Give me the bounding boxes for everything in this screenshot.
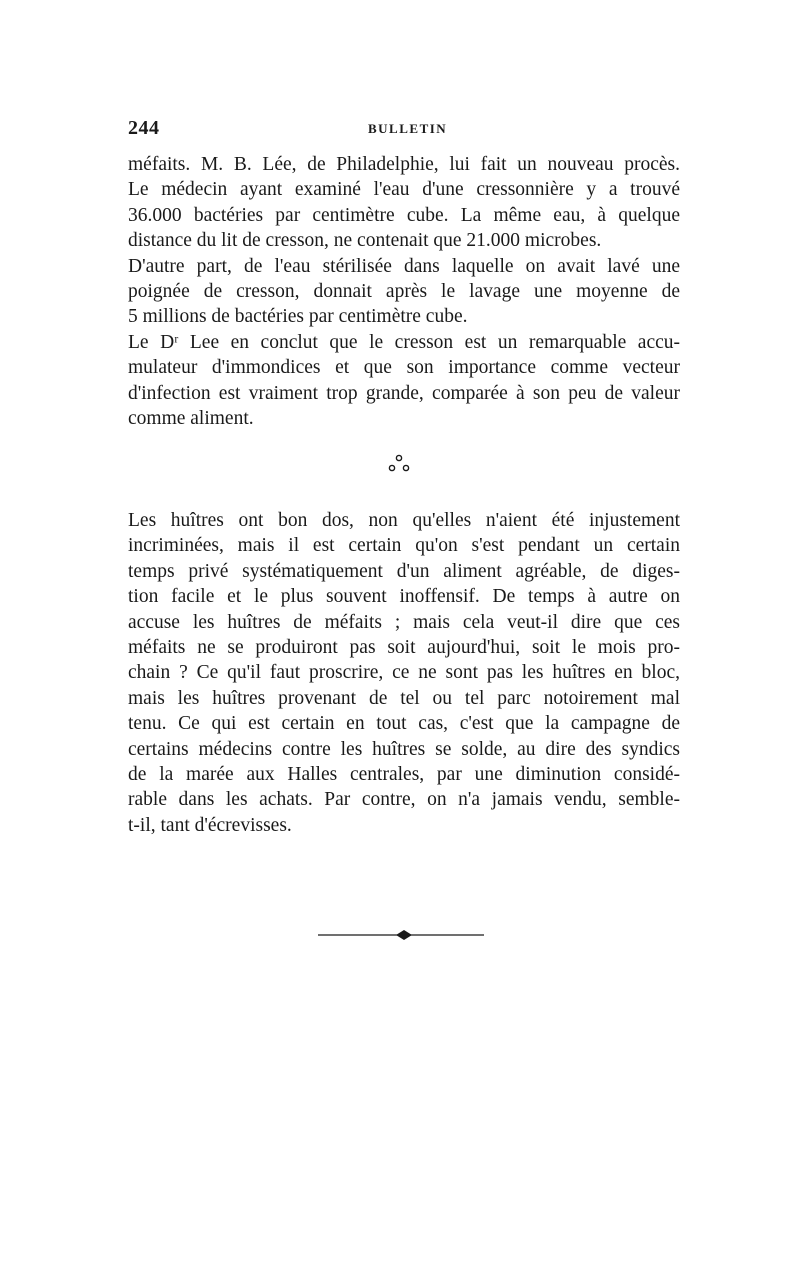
running-head: BULLETIN [368, 121, 448, 136]
text-line: de la marée aux Halles centrales, par une diminution considé- [128, 764, 680, 786]
text-line: temps privé systématiquement d'un aliment agréable, de diges- [128, 560, 680, 582]
text-line: mulateur d'immondices et que son importance comme vecteur [128, 357, 680, 379]
text-line: Le Dʳ Lee en conclut que le cresson est un remarquable accu- [128, 331, 680, 353]
asterism-dot [403, 465, 408, 470]
end-ornament [316, 928, 486, 942]
page-number: 244 [128, 117, 160, 139]
text-line: distance du lit de cresson, ne contenait que 21.000 microbes. [128, 230, 602, 252]
text-line: rable dans les achats. Par contre, on n'a jamais vendu, semble- [128, 789, 680, 811]
asterism-dot [396, 455, 401, 460]
text-line: 36.000 bactéries par centimètre cube. La même eau, à quelque [128, 204, 680, 226]
text-line: D'autre part, de l'eau stérilisée dans laquelle on avait lavé une [128, 255, 680, 277]
text-line: certains médecins contre les huîtres se solde, au dire des syndics [128, 738, 680, 760]
text-line: poignée de cresson, donnait après le lavage une moyenne de [128, 281, 680, 303]
asterism-dot [389, 465, 394, 470]
text-line: d'infection est vraiment trop grande, comparée à son peu de valeur [128, 382, 680, 404]
ornament-diamond [396, 930, 412, 940]
paragraph [128, 254, 680, 330]
text-line: méfaits ne se produiront pas soit aujourd'hui, soit le mois pro- [128, 637, 680, 659]
text-line: 5 millions de bactéries par centimètre cube. [128, 306, 468, 328]
text-line: tenu. Ce qui est certain en tout cas, c'est que la campagne de [128, 713, 680, 735]
text-line: Le médecin ayant examiné l'eau d'une cressonnière y a trouvé [128, 179, 680, 201]
page-header [128, 117, 676, 147]
text-line: tion facile et le plus souvent inoffensif. De temps à autre on [128, 586, 680, 608]
section-cresson [128, 152, 680, 431]
text-line: accuse les huîtres de méfaits ; mais cela veut-il dire que ces [128, 611, 680, 633]
paragraph [128, 152, 680, 254]
text-line: comme aliment. [128, 408, 254, 430]
paragraph [128, 330, 680, 432]
text-line: Les huîtres ont bon dos, non qu'elles n'aient été injustement [128, 510, 680, 531]
text-line: incriminées, mais il est certain qu'on s'est pendant un certain [128, 535, 680, 557]
asterism-ornament [384, 452, 414, 476]
text-line: chain ? Ce qu'il faut proscrire, ce ne sont pas les huîtres en bloc, [128, 662, 680, 684]
section-huitres [128, 508, 680, 838]
text-line: mais les huîtres provenant de tel ou tel parc notoirement mal [128, 687, 680, 709]
text-line: t-il, tant d'écrevisses. [128, 814, 292, 836]
paragraph [128, 508, 680, 838]
text-line: méfaits. M. B. Lée, de Philadelphie, lui fait un nouveau procès. [128, 154, 680, 175]
